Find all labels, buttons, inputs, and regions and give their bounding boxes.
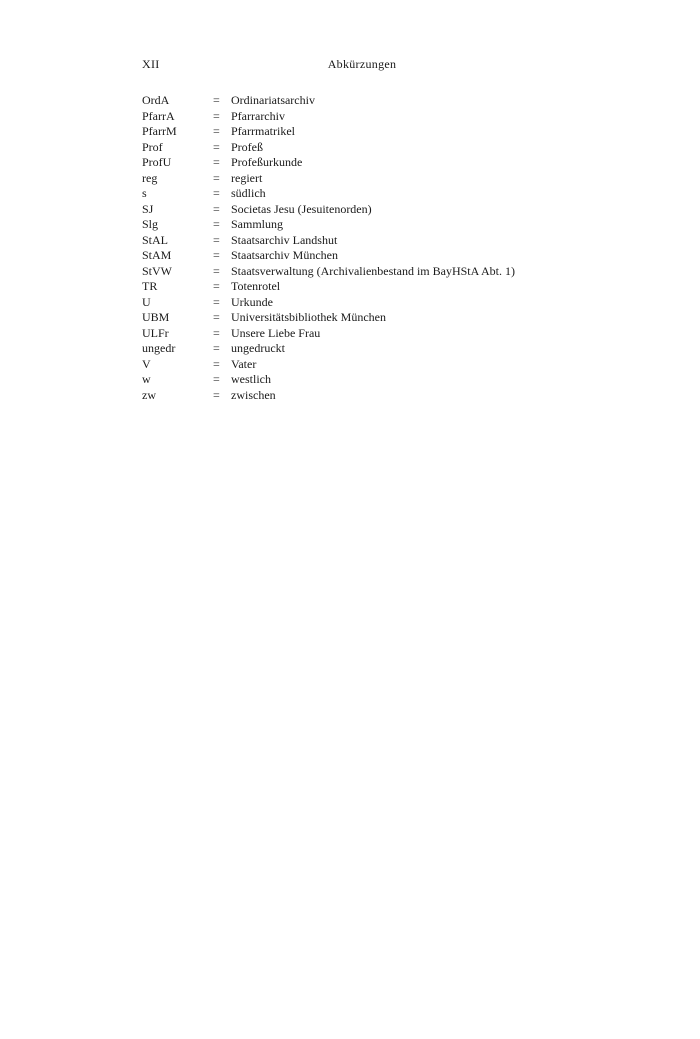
equals-sign: = bbox=[213, 248, 220, 262]
abbreviation-term: StVW bbox=[142, 263, 172, 278]
abbreviation-list bbox=[142, 93, 582, 403]
abbreviation-term: V bbox=[142, 356, 151, 371]
equals-sign: = bbox=[213, 263, 220, 278]
list-item bbox=[142, 155, 582, 171]
list-item bbox=[142, 124, 582, 140]
equals-sign: = bbox=[213, 387, 220, 402]
abbreviation-definition: Profeßurkunde bbox=[231, 155, 303, 169]
equals-sign: = bbox=[213, 279, 220, 293]
equals-sign: = bbox=[213, 341, 220, 355]
equals-sign: = bbox=[213, 93, 220, 107]
abbreviation-definition: Profeß bbox=[231, 139, 263, 154]
list-item bbox=[142, 310, 582, 326]
list-item bbox=[142, 388, 582, 404]
list-item bbox=[142, 279, 582, 295]
abbreviation-definition: Pfarrarchiv bbox=[231, 108, 285, 123]
list-item bbox=[142, 171, 582, 187]
abbreviation-definition: Unsere Liebe Frau bbox=[231, 325, 321, 340]
abbreviation-term: ProfU bbox=[142, 155, 172, 169]
list-item bbox=[142, 264, 582, 280]
abbreviation-definition: Pfarrmatrikel bbox=[231, 124, 295, 138]
page-header bbox=[142, 57, 566, 75]
list-item bbox=[142, 202, 582, 218]
abbreviation-definition: Sammlung bbox=[231, 217, 284, 231]
abbreviation-term: StAM bbox=[142, 248, 172, 262]
list-item bbox=[142, 357, 582, 373]
equals-sign: = bbox=[213, 108, 220, 123]
running-title: Abkürzungen bbox=[327, 57, 397, 71]
list-item bbox=[142, 326, 582, 342]
abbreviation-term: OrdA bbox=[142, 93, 170, 107]
list-item bbox=[142, 109, 582, 125]
abbreviation-term: U bbox=[142, 294, 151, 309]
equals-sign: = bbox=[213, 325, 220, 340]
abbreviation-definition: Societas Jesu (Jesuitenorden) bbox=[231, 201, 372, 216]
list-item bbox=[142, 140, 582, 156]
abbreviation-term: zw bbox=[142, 387, 156, 402]
abbreviation-definition: Urkunde bbox=[231, 294, 273, 309]
abbreviation-definition: Staatsarchiv München bbox=[231, 248, 338, 262]
abbreviation-definition: Ordinariatsarchiv bbox=[231, 93, 315, 107]
abbreviation-definition: zwischen bbox=[231, 387, 276, 402]
equals-sign: = bbox=[213, 139, 220, 154]
abbreviation-term: UBM bbox=[142, 310, 170, 324]
abbreviation-definition: Universitätsbibliothek München bbox=[231, 310, 386, 324]
abbreviation-term: PfarrM bbox=[142, 124, 177, 138]
equals-sign: = bbox=[213, 186, 220, 200]
list-item bbox=[142, 186, 582, 202]
abbreviation-term: StAL bbox=[142, 232, 169, 247]
list-item bbox=[142, 217, 582, 233]
abbreviation-definition: südlich bbox=[231, 186, 266, 200]
abbreviation-term: ULFr bbox=[142, 325, 169, 340]
equals-sign: = bbox=[213, 310, 220, 324]
abbreviation-definition: Totenrotel bbox=[231, 279, 281, 293]
abbreviation-term: Slg bbox=[142, 217, 159, 231]
abbreviation-term: Prof bbox=[142, 139, 163, 154]
list-item bbox=[142, 93, 582, 109]
equals-sign: = bbox=[213, 232, 220, 247]
abbreviation-term: s bbox=[142, 186, 147, 200]
abbreviation-term: reg bbox=[142, 170, 158, 185]
list-item bbox=[142, 295, 582, 311]
abbreviation-definition: Staatsverwaltung (Archivalienbestand im BayHStA Abt. 1) bbox=[231, 263, 515, 278]
equals-sign: = bbox=[213, 294, 220, 309]
equals-sign: = bbox=[213, 124, 220, 138]
list-item bbox=[142, 341, 582, 357]
equals-sign: = bbox=[213, 217, 220, 231]
abbreviation-definition: westlich bbox=[231, 372, 271, 386]
page-number: XII bbox=[142, 57, 160, 71]
list-item bbox=[142, 248, 582, 264]
list-item bbox=[142, 372, 582, 388]
abbreviation-definition: ungedruckt bbox=[231, 341, 285, 355]
equals-sign: = bbox=[213, 356, 220, 371]
abbreviation-term: SJ bbox=[142, 201, 154, 216]
list-item bbox=[142, 233, 582, 249]
equals-sign: = bbox=[213, 155, 220, 169]
equals-sign: = bbox=[213, 372, 220, 386]
equals-sign: = bbox=[213, 170, 220, 185]
abbreviation-term: w bbox=[142, 372, 151, 386]
abbreviation-term: ungedr bbox=[142, 341, 176, 355]
abbreviation-term: TR bbox=[142, 279, 158, 293]
equals-sign: = bbox=[213, 201, 220, 216]
abbreviation-definition: regiert bbox=[231, 170, 263, 185]
abbreviation-definition: Staatsarchiv Landshut bbox=[231, 232, 338, 247]
abbreviation-definition: Vater bbox=[231, 356, 257, 371]
abbreviation-term: PfarrA bbox=[142, 108, 175, 123]
